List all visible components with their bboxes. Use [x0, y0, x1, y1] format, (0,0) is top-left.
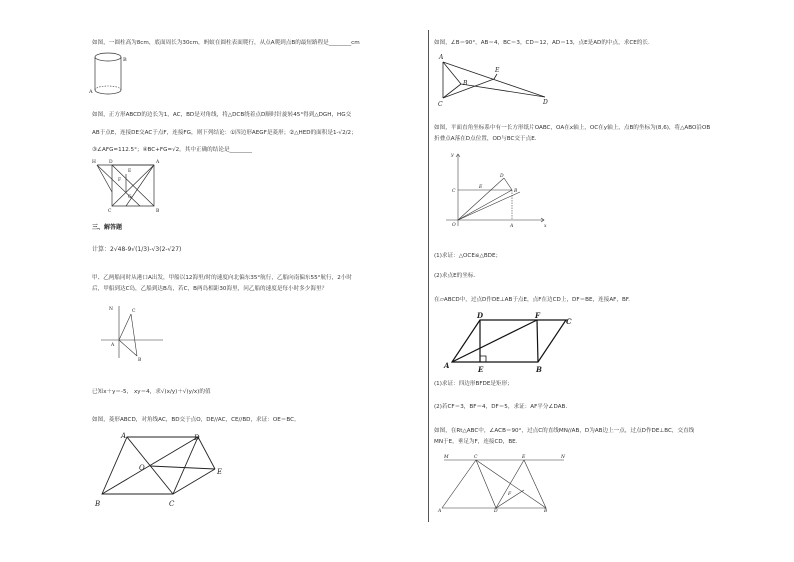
svg-text:M: M — [444, 455, 449, 460]
svg-text:F: F — [118, 178, 122, 183]
svg-text:D: D — [109, 160, 113, 165]
svg-text:B: B — [156, 209, 160, 214]
question-square-line1: 如图，正方形ABCD的边长为1，AC，BD是对角线，将△DCB绕着点D顺时针旋转45°得到△DGH，HG交 — [92, 112, 352, 118]
question-boats-line2: 后，甲船到达C岛，乙船到达B岛，若C，B两岛相距30海里，问乙船的速度是每小时多少海里？ — [92, 286, 328, 292]
svg-text:C: C — [474, 455, 478, 460]
coord-part2: (2)求点E的坐标. — [434, 273, 476, 279]
question-square-line3: ③∠AFG=112.5°；④BC+FG=√2。其中正确的结论是________ — [92, 147, 252, 153]
svg-text:C: C — [108, 209, 112, 214]
svg-text:B: B — [95, 500, 101, 508]
svg-text:D: D — [500, 174, 504, 179]
svg-text:C: C — [132, 309, 136, 314]
svg-text:A: A — [111, 343, 115, 348]
question-kite: 如图，∠B＝90°，AB＝4，BC＝3，CD＝12，AD＝13，点E是AD的中点，求CE的长. — [434, 40, 650, 46]
svg-text:H: H — [92, 160, 96, 165]
svg-text:E: E — [479, 185, 483, 190]
question-mn-line1: 如图，在Rt△ABC中，∠ACB＝90°，过点C的直线MN//AB，D为AB边上一点，过点D作DE⊥BC，交直线 — [434, 428, 695, 434]
svg-text:F: F — [508, 492, 512, 497]
svg-text:N: N — [561, 455, 565, 460]
parallelogram-part2: (2)若CF＝3，BF＝4，DF＝5，求证：AF平分∠DAB. — [434, 404, 568, 410]
column-divider — [428, 30, 429, 522]
parallelogram-figure — [440, 310, 580, 375]
svg-text:E: E — [217, 468, 223, 476]
coord-part1: (1)求证：△OCE≌△BDE； — [434, 253, 502, 259]
question-mn-line2: MN于E，垂足为F，连接CD，BE. — [434, 439, 518, 445]
svg-text:E: E — [128, 169, 132, 174]
calc-problem: 计算：2√48-9√(1/3)-√3(2-√27) — [92, 246, 182, 253]
svg-text:B: B — [138, 358, 142, 363]
svg-text:x: x — [544, 224, 547, 229]
svg-text:A: A — [121, 432, 127, 440]
mn-triangle-figure — [438, 450, 568, 512]
svg-text:A: A — [439, 54, 444, 61]
question-boats-line1: 甲、乙两船同时从港口A出发，甲船以12海里/时的速度向北偏东35°航行，乙船向南偏东55°航行，2小时 — [92, 275, 352, 281]
question-coord-line2: 折叠点A落在D点位置，OD与BC交于点E. — [434, 136, 537, 142]
svg-text:E: E — [522, 455, 526, 460]
svg-text:B: B — [514, 189, 518, 194]
question-rhombus: 如图，菱形ABCD，对角线AC，BD交于点O，DE//AC，CE//BD，求证：OE＝BC。 — [92, 417, 300, 423]
svg-text:B: B — [536, 365, 542, 374]
svg-text:C: C — [452, 189, 456, 194]
svg-text:C: C — [169, 500, 175, 508]
svg-text:A: A — [510, 224, 514, 229]
parallelogram-part1: (1)求证：四边形BFDE是矩形； — [434, 381, 513, 387]
kite-figure — [435, 50, 555, 108]
svg-text:D: D — [194, 434, 200, 442]
question-coord-line1: 如图，平面直角坐标系中有一长方形纸片OABC，OA在x轴上，OC在y轴上，点B的坐标为(8,6)，将△ABO沿OB — [434, 125, 711, 131]
svg-text:D: D — [543, 99, 548, 106]
svg-text:C: C — [566, 317, 572, 326]
svg-text:B: B — [544, 509, 548, 514]
coordinate-figure — [442, 150, 552, 235]
svg-text:A: A — [438, 509, 442, 514]
cylinder-figure — [90, 52, 130, 98]
cylinder-label-a: A — [89, 89, 93, 95]
svg-text:y: y — [451, 153, 454, 158]
svg-text:A: A — [444, 361, 450, 370]
section-heading: 三、解答题 — [92, 224, 123, 231]
svg-text:O: O — [452, 223, 456, 228]
question-parallelogram: 在▱ABCD中，过点D作DE⊥AB于点E，点F在边CD上，DF＝BE，连接AF，BF. — [434, 297, 630, 303]
question-cylinder: 如图，一圆柱高为8cm，底面周长为30cm，蚂蚁在圆柱表面爬行，从点A爬到点B的最短路程是________cm — [92, 40, 360, 46]
svg-text:G: G — [128, 195, 132, 200]
svg-text:E: E — [478, 365, 484, 374]
svg-text:C: C — [438, 101, 443, 108]
question-square-line2: AB于点E，连接DE交AC于点F，连接FG，则下列结论：①四边形AEGF是菱形；②△HED的面积是1-√2/2； — [92, 130, 357, 136]
svg-text:D: D — [494, 509, 498, 514]
svg-text:F: F — [535, 311, 540, 320]
question-sqrt: 已知x＋y＝-5， xy＝4，求√(x/y)＋√(y/x)的值 — [92, 389, 211, 395]
square-rotation-figure — [92, 158, 167, 214]
boats-figure — [95, 300, 170, 365]
svg-text:O: O — [139, 464, 145, 472]
cylinder-label-b: B — [123, 57, 127, 63]
rhombus-figure — [95, 430, 225, 510]
svg-text:D: D — [477, 311, 484, 320]
svg-text:E: E — [495, 67, 500, 74]
svg-text:A: A — [156, 160, 160, 165]
svg-text:N: N — [109, 307, 113, 312]
svg-text:B: B — [463, 80, 468, 87]
